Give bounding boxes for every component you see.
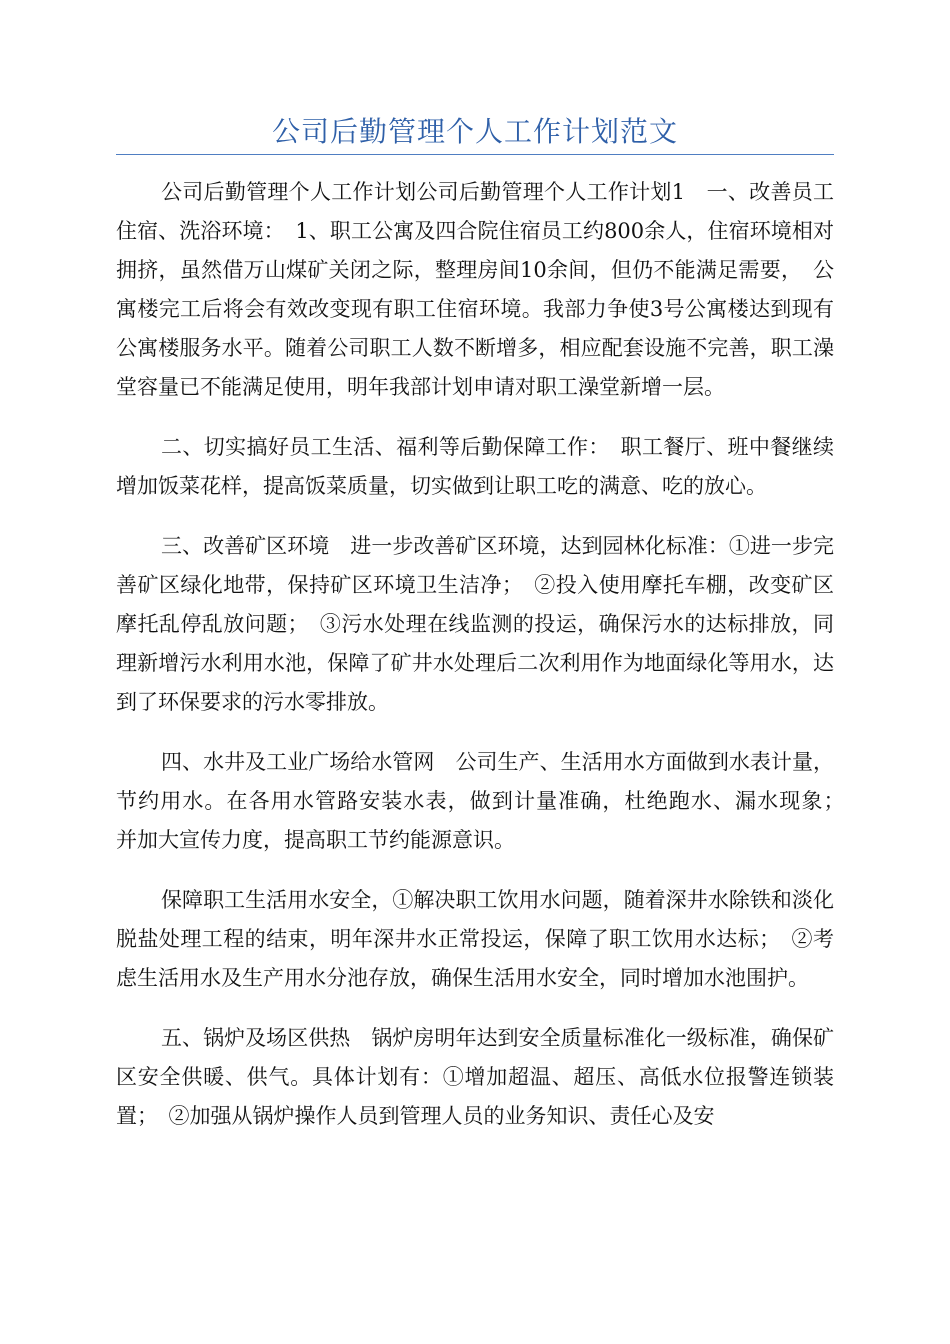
document-body bbox=[116, 173, 855, 1157]
paragraph-drinking-water: 保障职工生活用水安全，①解决职工饮用水问题，随着深井水除铁和淡化脱盐处理工程的结束，明年深井水正常投运，保障了职工饮用水达标； ②考虑生活用水及生产用水分池存放，确保生活用水安全，同时增加水池围护。 bbox=[116, 888, 834, 990]
paragraph-logistics-welfare: 二、切实搞好员工生活、福利等后勤保障工作： 职工餐厅、班中餐继续增加饭菜花样，提高饭菜质量，切实做到让职工吃的满意、吃的放心。 bbox=[116, 435, 834, 498]
paragraph-boiler-heating: 五、锅炉及场区供热 锅炉房明年达到安全质量标准化一级标准，确保矿区安全供暖、供气。具体计划有：①增加超温、超压、高低水位报警连锁装置； ②加强从锅炉操作人员到管理人员的业务知识、责任心及安 bbox=[116, 1026, 834, 1128]
paragraph-mine-environment: 三、改善矿区环境 进一步改善矿区环境，达到园林化标准：①进一步完善矿区绿化地带，保持矿区环境卫生洁净； ②投入使用摩托车棚，改变矿区摩托乱停乱放问题； ③污水处理在线监测的投运，确保污水的达标排放，同理新增污水利用水池，保障了矿井水处理后二次利用作为地面绿化等用水，达到了环保要求的污水零排放。 bbox=[116, 534, 834, 714]
paragraph-water-supply: 四、水井及工业广场给水管网 公司生产、生活用水方面做到水表计量，节约用水。在各用水管路安装水表，做到计量准确，杜绝跑水、漏水现象； 并加大宣传力度，提高职工节约能源意识。 bbox=[116, 750, 855, 852]
document-title: 公司后勤管理个人工作计划范文 bbox=[271, 115, 678, 148]
title-underline bbox=[116, 154, 834, 155]
paragraph-intro-housing: 公司后勤管理个人工作计划公司后勤管理个人工作计划1 一、改善员工住宿、洗浴环境： 1、职工公寓及四合院住宿员工约800余人，住宿环境相对拥挤，虽然借万山煤矿关闭之际，整理房间10余间，但仍不能满足需要， 公寓楼完工后将会有效改变现有职工住宿环境。我部力争使3号公寓楼达到现有公寓楼服务水平。随着公司职工人数不断增多，相应配套设施不完善，职工澡堂容量已不能满足使用，明年我部计划申请对职工澡堂新增一层。 bbox=[116, 180, 834, 399]
